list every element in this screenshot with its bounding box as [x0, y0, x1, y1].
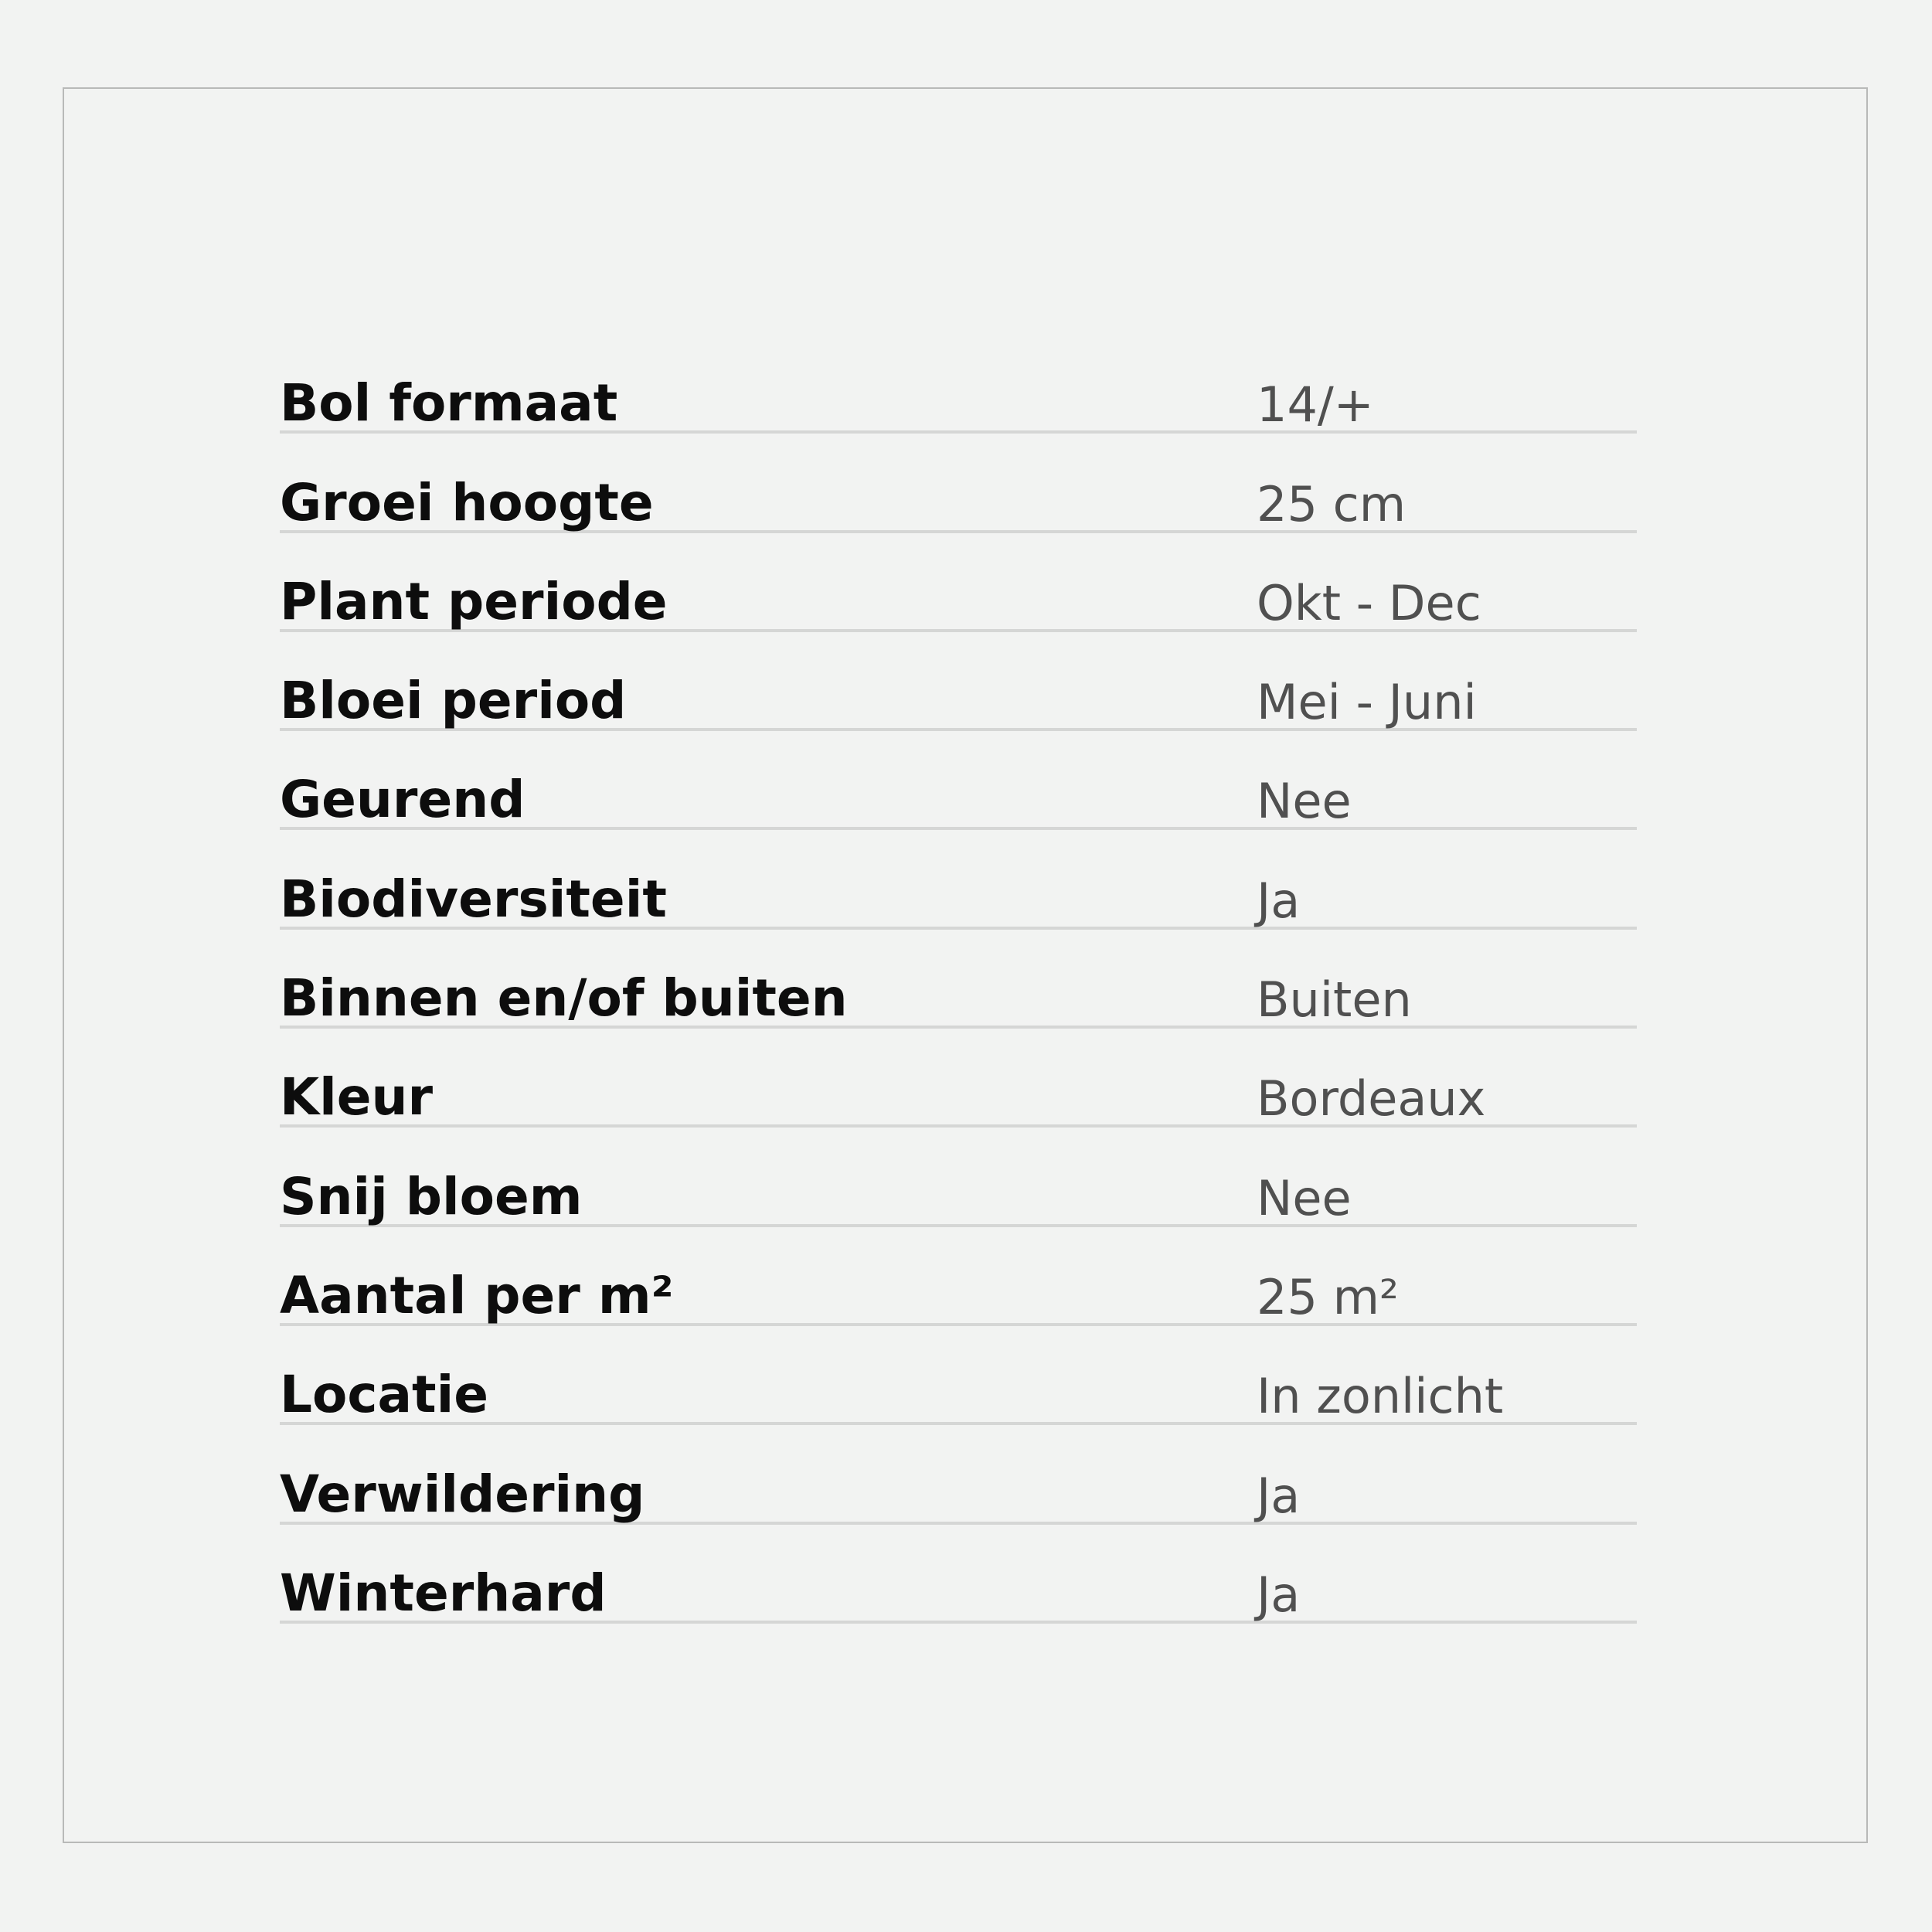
spec-value: Nee: [1257, 773, 1352, 830]
spec-label: Plant periode: [280, 571, 668, 631]
spec-row-bloei-period: [280, 632, 1637, 731]
spec-label: Biodiversiteit: [280, 869, 667, 929]
spec-label: Snij bloem: [280, 1166, 583, 1226]
spec-label: Geurend: [280, 770, 526, 830]
spec-row-bol-formaat: [280, 335, 1637, 434]
spec-row-locatie: [280, 1326, 1637, 1425]
spec-value: In zonlicht: [1257, 1368, 1504, 1425]
spec-value: 25 m²: [1257, 1268, 1399, 1325]
spec-row-geurend: [280, 731, 1637, 830]
spec-row-groei-hoogte: [280, 434, 1637, 532]
spec-label: Binnen en/of buiten: [280, 968, 848, 1029]
spec-row-verwildering: [280, 1425, 1637, 1524]
spec-row-plant-periode: [280, 533, 1637, 632]
spec-value: Ja: [1257, 872, 1301, 929]
spec-value: 14/+: [1257, 376, 1374, 434]
spec-label: Verwildering: [280, 1464, 645, 1524]
spec-value: Nee: [1257, 1169, 1352, 1226]
spec-value: 25 cm: [1257, 475, 1406, 532]
spec-value: Mei - Juni: [1257, 674, 1477, 731]
spec-value: Ja: [1257, 1566, 1301, 1623]
spec-value: Okt - Dec: [1257, 574, 1481, 631]
spec-table: [280, 335, 1637, 1624]
spec-label: Kleur: [280, 1067, 434, 1128]
spec-label: Winterhard: [280, 1563, 607, 1623]
spec-row-winterhard: [280, 1525, 1637, 1624]
spec-label: Bol formaat: [280, 373, 618, 434]
spec-row-aantal-per-m2: [280, 1227, 1637, 1326]
spec-value: Bordeaux: [1257, 1070, 1486, 1128]
spec-row-binnen-buiten: [280, 930, 1637, 1029]
spec-row-snij-bloem: [280, 1128, 1637, 1226]
spec-row-kleur: [280, 1029, 1637, 1128]
spec-label: Aantal per m²: [280, 1265, 674, 1325]
spec-label: Bloei period: [280, 671, 627, 731]
spec-label: Groei hoogte: [280, 472, 654, 532]
spec-value: Buiten: [1257, 971, 1412, 1029]
spec-row-biodiversiteit: [280, 830, 1637, 929]
spec-label: Locatie: [280, 1365, 488, 1425]
spec-value: Ja: [1257, 1467, 1301, 1524]
